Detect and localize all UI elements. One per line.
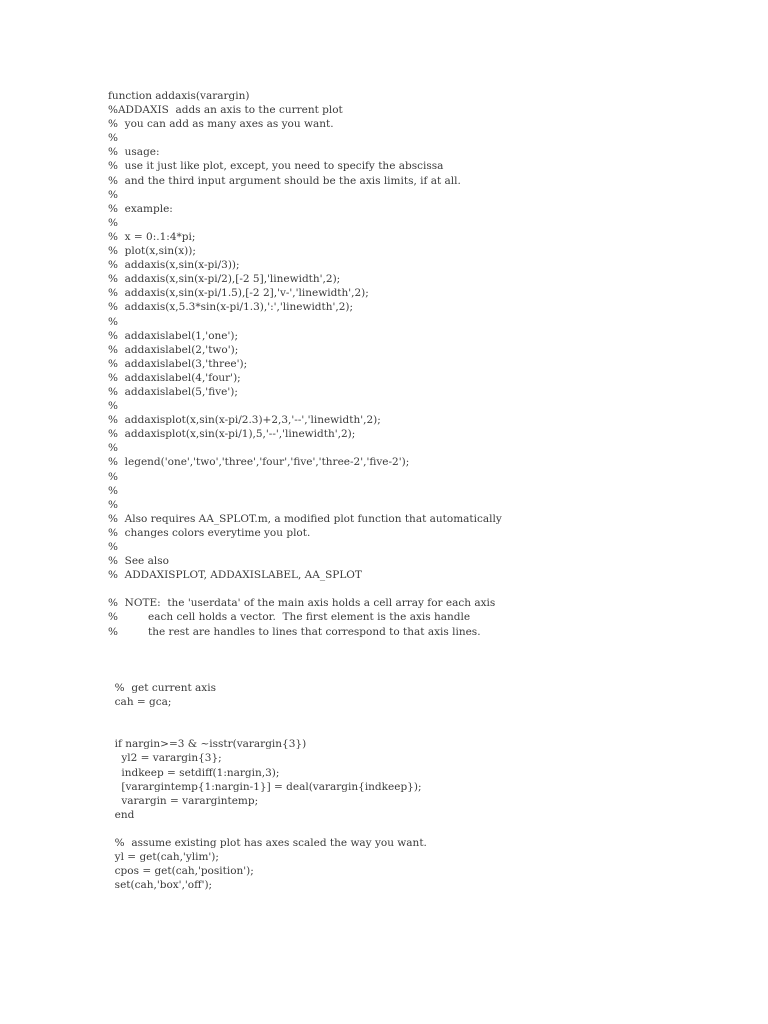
code-line: % addaxis(x,sin(x-pi/1.5),[-2 2],'v-','linewidth',2); [108, 287, 369, 300]
code-line: % addaxislabel(1,'one'); [108, 329, 239, 342]
code-line: varargin = varargintemp; [108, 794, 259, 807]
code-line: % addaxisplot(x,sin(x-pi/1),5,'--','linewidth',2); [108, 428, 356, 441]
code-line: % addaxis(x,sin(x-pi/3)); [108, 259, 240, 272]
code-line: % [108, 541, 118, 553]
code-line [108, 667, 502, 681]
code-line: % addaxislabel(2,'two'); [108, 343, 239, 356]
code-line: % assume existing plot has axes scaled the way you want. [108, 836, 427, 849]
code-line: % legend('one','two','three','four','five','three-2','five-2'); [108, 456, 410, 469]
code-line: % use it just like plot, except, you need to specify the abscissa [108, 160, 444, 173]
code-line: cah = gca; [108, 696, 172, 709]
code-line [108, 709, 502, 723]
code-line: % example: [108, 202, 173, 215]
code-line: function addaxis(varargin) [108, 90, 250, 102]
code-line: % plot(x,sin(x)); [108, 245, 196, 258]
code-line: % addaxislabel(5,'five'); [108, 385, 238, 398]
code-line: % [108, 484, 118, 497]
code-line: % [108, 442, 118, 455]
code-line: % changes colors everytime you plot. [108, 526, 311, 539]
code-line: % [108, 400, 118, 413]
code-line: cpos = get(cah,'position'); [108, 865, 254, 878]
code-line: % addaxis(x,5.3*sin(x-pi/1.3),':','linewidth',2); [108, 301, 354, 314]
code-line: yl2 = varargin{3}; [108, 752, 222, 765]
code-line [108, 639, 502, 653]
code-line: [varargintemp{1:nargin-1}] = deal(varargin{indkeep}); [108, 780, 422, 793]
code-line: indkeep = setdiff(1:nargin,3); [108, 766, 280, 779]
code-line: yl = get(cah,'ylim'); [108, 851, 219, 864]
code-line: % Also requires AA_SPLOT.m, a modified plot function that automatically [108, 512, 502, 525]
code-line: % [108, 188, 118, 201]
code-line: % [108, 315, 118, 328]
code-line: % [108, 132, 118, 145]
code-line: % [108, 470, 118, 483]
code-line [108, 822, 502, 836]
code-line: % [108, 216, 118, 229]
code-line: % get current axis [108, 681, 216, 694]
code-line: end [108, 808, 135, 821]
code-line: % See also [108, 555, 169, 568]
code-line: % NOTE: the 'userdata' of the main axis holds a cell array for each axis [108, 597, 496, 610]
code-line: % addaxisplot(x,sin(x-pi/2.3)+2,3,'--','linewidth',2); [108, 414, 381, 427]
code-listing [108, 89, 502, 892]
code-line: set(cah,'box','off'); [108, 879, 213, 892]
code-line: % each cell holds a vector. The first element is the axis handle [108, 611, 471, 624]
code-line: % x = 0:.1:4*pi; [108, 230, 196, 243]
code-line: % usage: [108, 146, 160, 159]
code-line [108, 723, 502, 737]
code-line: % the rest are handles to lines that correspond to that axis lines. [108, 625, 481, 638]
code-line: if nargin>=3 & ~isstr(varargin{3}) [108, 738, 307, 751]
code-line: % you can add as many axes as you want. [108, 118, 334, 131]
code-line: % and the third input argument should be the axis limits, if at all. [108, 174, 461, 187]
code-line: % addaxis(x,sin(x-pi/2),[-2 5],'linewidth',2); [108, 273, 341, 286]
code-line: % ADDAXISPLOT, ADDAXISLABEL, AA_SPLOT [108, 569, 362, 582]
code-line [108, 582, 502, 596]
code-line [108, 653, 502, 667]
code-line: % addaxislabel(3,'three'); [108, 357, 248, 370]
code-line: % addaxislabel(4,'four'); [108, 371, 241, 384]
code-line: % [108, 498, 118, 511]
code-line: %ADDAXIS adds an axis to the current plot [108, 104, 343, 117]
